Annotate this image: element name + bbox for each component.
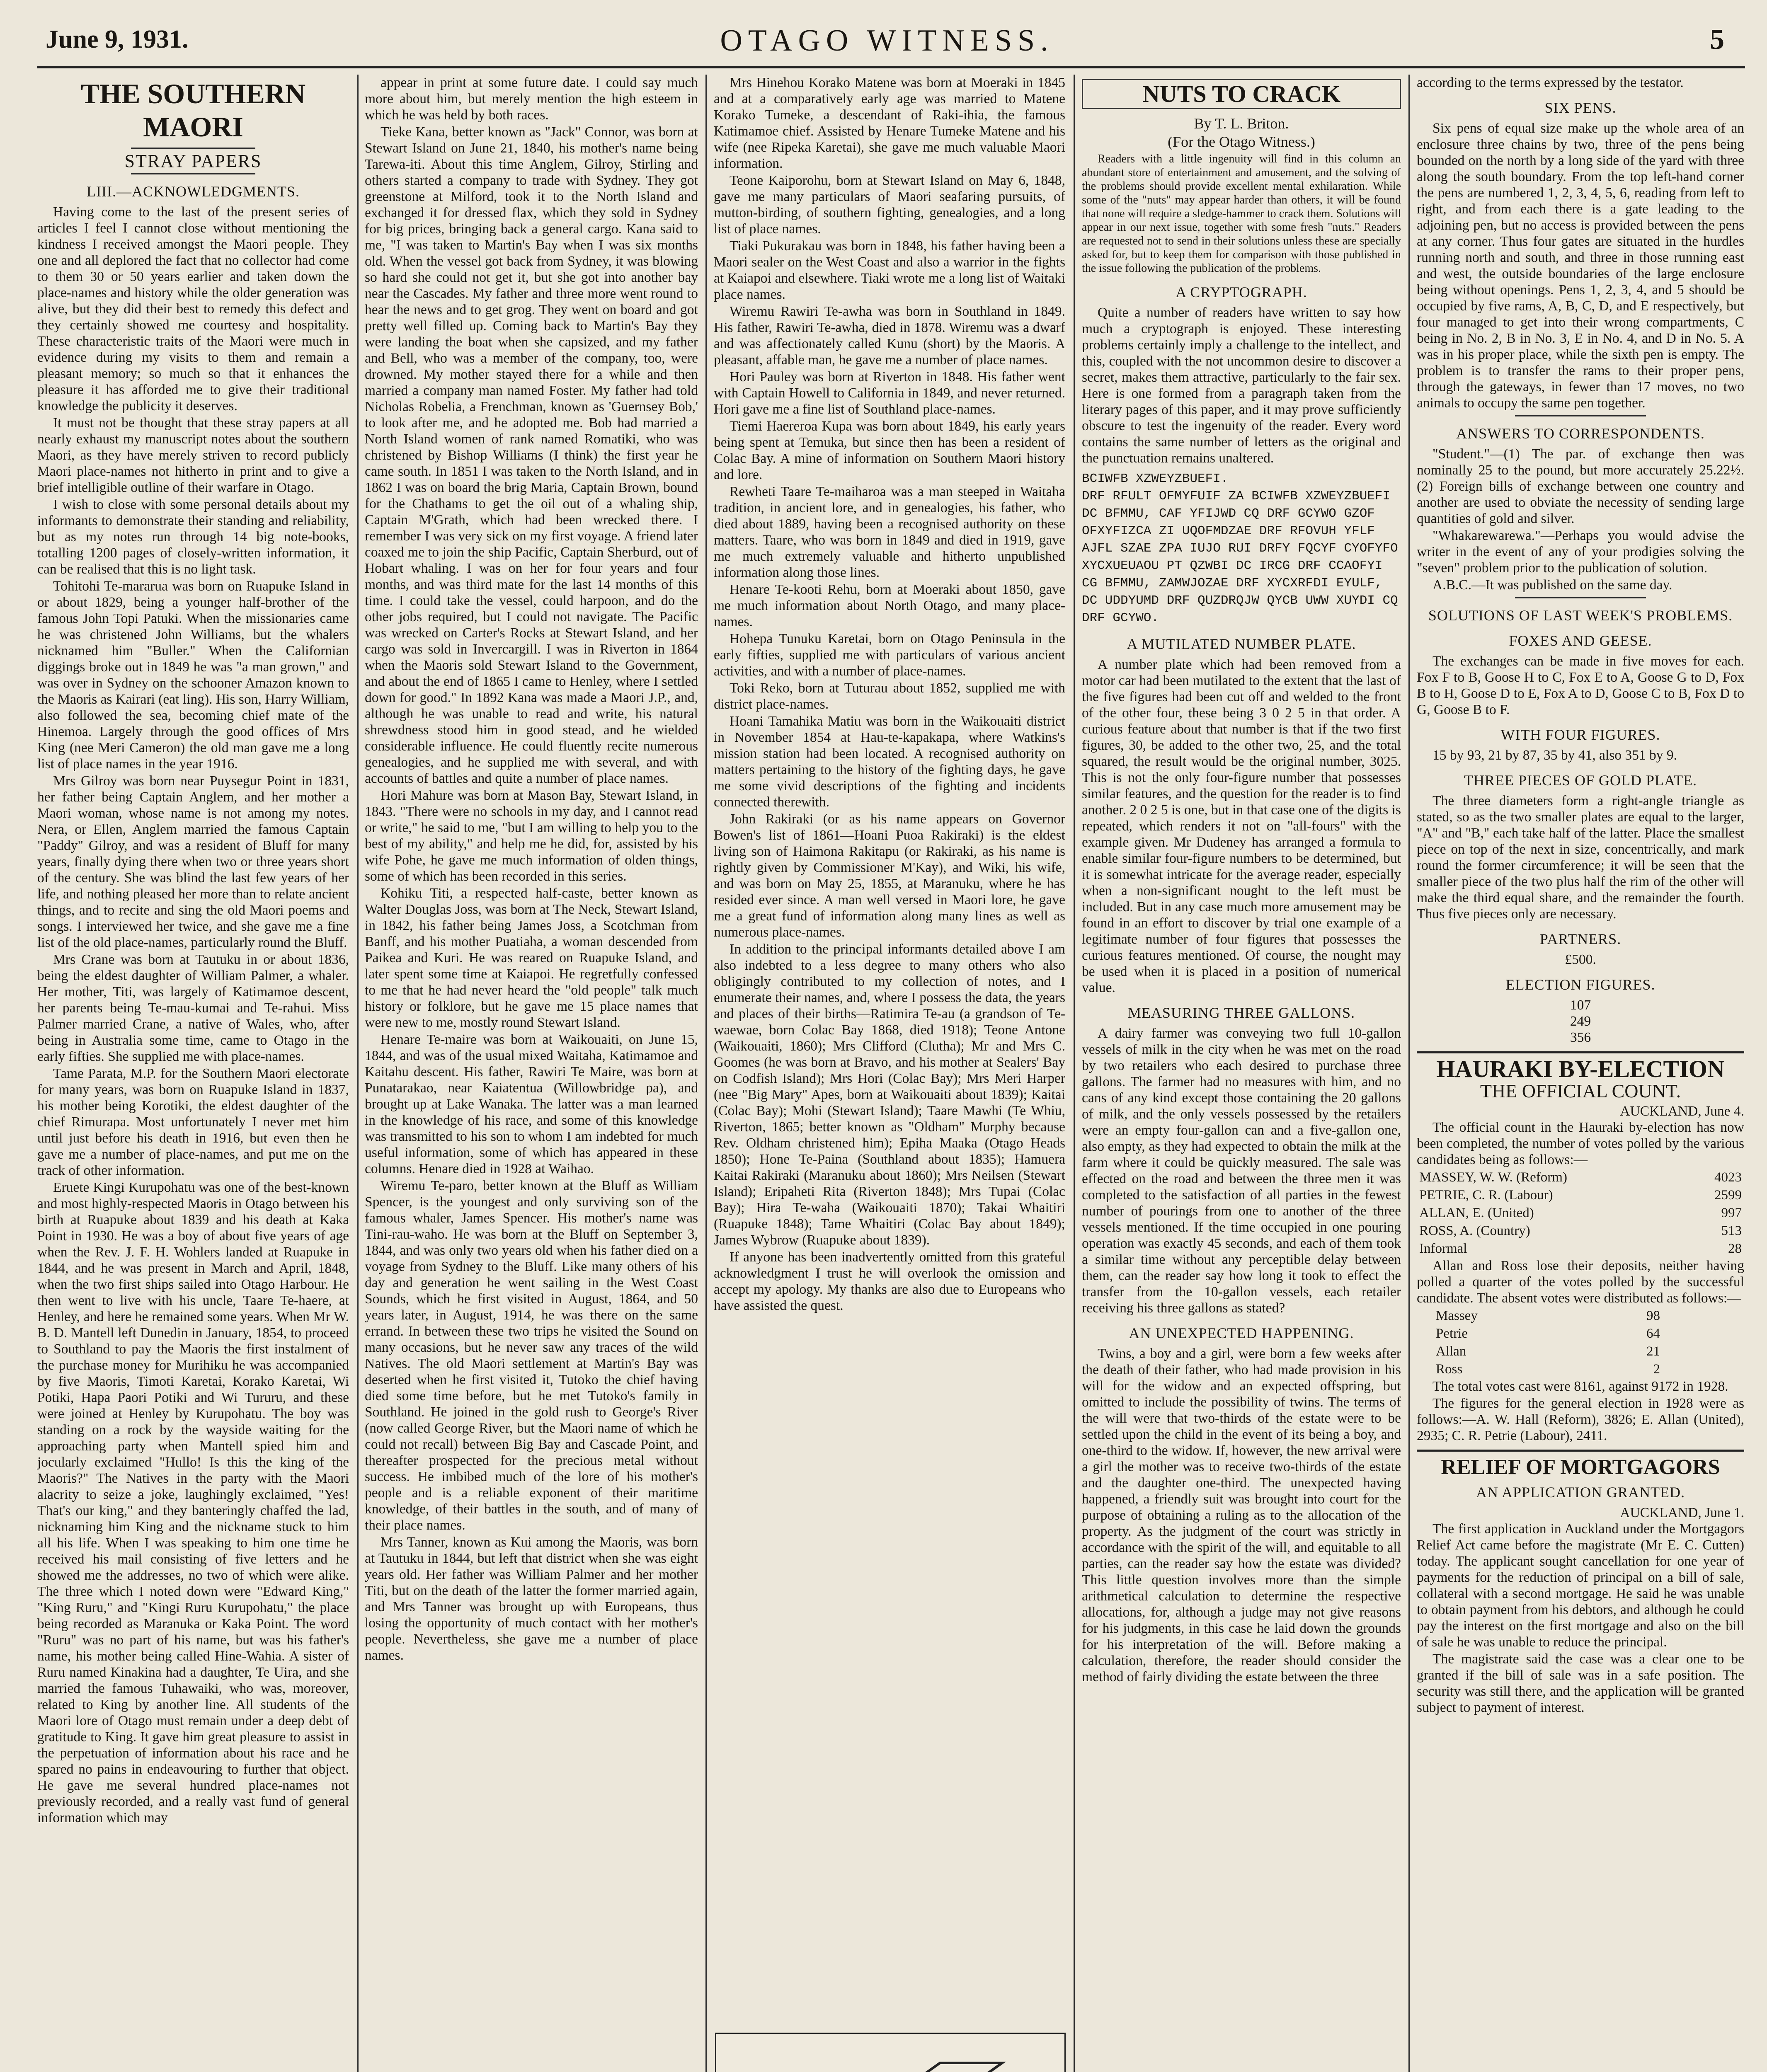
pens-text: Six pens of equal size make up the whole area of an enclosure three chains by two, three of the pens being bounded on the north by a long side of the yard with three along the south boundary. From the top left-hand corner the pens are numbered 1, 2, 3, 4, 5, 6, reading from left to right, and from each there is a gate leading to the adjoining pen, but no access is provided between the pens at any corner. Thus four gates are situated in the hurdles running north and south, and three in those running east and west, the outside boundaries of the large enclosure being without openings. Pens 1, 2, 3, 4, and 5 should be occupied by five rams, A, B, C, D, and E respectively, but four managed to get into their wrong compartments, C being in No. 2, B in No. 3, E in No. 4, and D in No. 5. A was in his proper place, while the sixth pen is empty. The problem is to transfer the rams to their proper pens, through the gateways, in fewer than 17 moves, no two animals to occupy the same pen together. xyxy=(1417,121,1744,411)
happening-text: Twins, a boy and a girl, were born a few weeks after the death of their father, who had made provision in his will for the widow and an expected offspring, but omitted to include the possibility of twins. The terms of the will were that two-thirds of the estate were to be settled upon the child in the event of its being a boy, and one-third to the widow. If, however, the new arrival were a girl the mother was to receive two-thirds of the estate and the daughter one-third. The unexpected having happened, a friendly suit was brought into court for the purpose of obtaining a ruling as to the allocation of the property. As the judgment of the court was strictly in accordance with the spirit of the will, and equitable to all parties, can the reader say how the estate was divided? This little question involves more than the simple arithmetical calculation to determine the respective allocations, for, although a judge may not give reasons for his judgments, in this case he laid down the grounds for his interpretation of the will. Before making a calculation, therefore, the reader should consider the method of fairly dividing the estate between the three xyxy=(1082,1346,1401,1685)
column-rule xyxy=(1074,75,1075,2072)
paragraph: In addition to the principal informants detailed above I am also indebted to a less degree to many others who also obligingly contributed to my collection of notes, and I enumerate their names, and, where I possess the data, the years and places of their births—Ratimira Te-au (a grandson of Te-waewae, born Colac Bay 1868, died 1918); Teone Antone (Waikouaiti, 1860); Mrs Clifford (Clutha); Mr and Mrs C. Goomes (he was born at Bravo, and his mother at Sealers' Bay on Codfish Island); Mrs Hori (Colac Bay); Mrs Meri Harper (nee "Big Mary" Apes, born at Waikouaiti about 1839); Kaitai (Colac Bay); Mohi (Stewart Island); Taare Mawhi (Te Whiu, Riverton, 1865; better known as "Oldham" Murphy because Rev. Oldham christened him); Epiha Maaka (Otago Heads 1850); Hone Te-Paina (Southland about 1835); Hamuera Kaitai Rakiraki (Maranuku about 1860); Mrs Neilsen (Stewart Island); Eripaheti Rita (Riverton 1848); Mrs Tupai (Colac Bay); Hira Te-waha (Waikouaiti 1870); Takai Whaitiri (Ruapuke 1848); Tame Whaitiri (Colac Bay about 1849); James Wybrow (Ruapuke about 1839). xyxy=(714,942,1065,1248)
candidate-name: PETRIE, C. R. (Labour) xyxy=(1419,1188,1553,1203)
article-continuation xyxy=(714,75,1065,2018)
section-heading: A CRYPTOGRAPH. xyxy=(1176,284,1307,300)
intro-text: Readers with a little ingenuity will find in this column an abundant store of entertainment and amusement, and the solving of the problems should provide excellent mental exhilaration. While some of the "nuts" may appear harder than others, it will be found that none will require a sledge-hammer to crack them. Solutions will appear in our next issue, together with some fresh "nuts." Readers are requested not to send in their solutions unless these are specially asked for, but to keep them for comparison with those published in the issue following the publication of the problems. xyxy=(1082,152,1401,275)
total-text: The total votes cast were 8161, against 9172 in 1928. xyxy=(1433,1379,1728,1394)
paragraph: Mrs Hinehou Korako Matene was born at Moeraki in 1845 and at a comparatively early age was married to Matene Korako Tumeke, a descendant of Raki-ihia, the famous Katimamoe chief. Assisted by Henare Tumeke Matene and his wife (nee Ripeka Karetai), she gave me much valuable Maori information. xyxy=(714,75,1065,171)
nuts-to-crack xyxy=(1082,75,1401,2072)
byline: By T. L. Briton. xyxy=(1194,115,1289,132)
irish-moss-advert xyxy=(715,2033,1066,2072)
table-row xyxy=(1417,1204,1744,1222)
section-rule xyxy=(1515,415,1646,416)
section-heading: THREE PIECES OF GOLD PLATE. xyxy=(1464,772,1697,789)
vote-count: 64 xyxy=(1646,1326,1660,1341)
vote-count: 513 xyxy=(1721,1223,1742,1238)
paragraph: Mrs Gilroy was born near Puysegur Point in 1831, her father being Captain Anglem, and her mother a Maori woman, whose name is not among my notes. Nera, or Ellen, Anglem married the famous Captain "Paddy" Gilroy, and was a resident of Bluff for many years, finally dying there when two or three years short of the century. She was blind the last few years of her life, and nothing pleased her more than to relate ancient things, and to recite and sing the old Maori poems and songs. I interviewed her twice, and she gave me a fine list of the old place-names, particularly round the Bluff. xyxy=(37,773,349,950)
masthead-title: OTAGO WITNESS. xyxy=(720,24,1054,58)
paragraph: "Whakarewarewa."—Perhaps you would advise the writer in the event of any of your prodigies solving the "seven" problem prior to the publication of solution. xyxy=(1417,528,1744,576)
dateline: AUCKLAND, June 4. xyxy=(1620,1104,1744,1119)
table-row xyxy=(1417,1240,1744,1258)
table-row xyxy=(1433,1343,1663,1360)
nuts-header-box xyxy=(1082,79,1401,109)
results-table xyxy=(1417,1169,1744,1258)
partners-value: £500. xyxy=(1565,952,1596,967)
cipher-text: BCIWFB XZWEYZBUEFI. DRF RFULT OFMYFUIF ZA BCIWFB XZWEYZBUEFI DC BFMMU, CAF YFIJWD CQ DRF GCYWO GZOF OFXYFIZCA ZI UQOFMDZAE DRF RFOVUH YFLF AJFL SZAE ZPA IUJO RUI DRFY FQCYF CYOFYFO XYCXUEUAOU PT QZWBI DC IRCG DRF CCAOFYI CG BFMMU, ZAMWJOZAE DRF XYCXRFDI EYULF, DC UDDYUMD DRF QUZDRQJW QYCB UWW XUYDI CQ DRF GCYWO. xyxy=(1082,472,1398,625)
table-row xyxy=(1433,1307,1663,1325)
section-heading: AN UNEXPECTED HAPPENING. xyxy=(1129,1325,1354,1341)
vote-count: 997 xyxy=(1721,1205,1742,1220)
election-value: 356 xyxy=(1570,1030,1591,1045)
paragraph: Tiemi Haereroa Kupa was born about 1849, his early years being spent at Temuka, but since then has been a resident of Colac Bay. A mine of information on Southern Maori history and lore. xyxy=(714,419,1065,482)
article-continuation xyxy=(365,75,698,2072)
vote-count: 2599 xyxy=(1714,1188,1742,1203)
paragraph: Having come to the last of the present series of articles I feel I cannot close without mentioning the kindness I received amongst the Maori people. They one and all deplored the fact that no collector had come to them 30 or 50 years earlier and taken down the place-names and history while the older generation was alive, but they did their best to remedy this defect and they certainly showed me courtesy and hospitality. These characteristic traits of the Maori were much in evidence during my visits to them and remain a pleasant memory; so much so that it enhances the pleasure it has afforded me to give their traditional knowledge the publicity it deserves. xyxy=(37,204,349,414)
paragraph: John Rakiraki (or as his name appears on Governor Bowen's list of 1861—Hoani Puoa Rakiraki) is the eldest living son of Haimona Rakitapu (or Rakiraki, as his name is rightly given by Commissioner M'Kay), and Wiki, his wife, and was born on May 25, 1855, at Maranuku, where he has resided ever since. A man well versed in Maori lore, he gave me a great fund of information along many lines as well as numerous place-names. xyxy=(714,811,1065,940)
continuation-text: according to the terms expressed by the testator. xyxy=(1417,75,1684,90)
relief-title: RELIEF OF MORTGAGORS xyxy=(1441,1455,1720,1479)
section-heading: LIII.—ACKNOWLEDGMENTS. xyxy=(87,183,300,200)
section-heading: A MUTILATED NUMBER PLATE. xyxy=(1127,636,1356,652)
paragraph: Hohepa Tunuku Karetai, born on Otago Peninsula in the early fifties, supplied me with particulars of various ancient activities, and with a number of place-names. xyxy=(714,631,1065,679)
candidate-name: Ross xyxy=(1436,1362,1463,1377)
article-subtitle: STRAY PAPERS xyxy=(124,151,262,171)
article-body xyxy=(714,75,1065,1314)
foxes-text: The exchanges can be made in five moves for each. Fox F to B, Goose H to C, Fox E to A, Goose G to D, Fox B to H, Goose D to E, Fox A to D, Goose C to B, Fox D to G, Goose B to F. xyxy=(1417,654,1744,717)
deposit-text: Allan and Ross lose their deposits, neither having polled a quarter of the votes polled by the successful candidate. The absent votes were distributed as follows:— xyxy=(1417,1258,1744,1306)
plate-text: A number plate which had been removed from a motor car had been mutilated to the extent that the last of the five figures had been cut off and welded to the front of the other four, these being 3 0 2 5 in that order. A curious feature about that number is that if the two first figures, 30, be added to the other two, 25, and the total squared, the result would be the original number, 3025. This is not the only four-figure number that possesses similar features, and the question for the reader is to find another. 2 0 2 5 is one, but in that case one of the digits is repeated, which renders it not on "all-fours" with the example given. Mr Dudeney has arranged a formula to enable similar four-figure numbers to be determined, but it is somewhat intricate for the average reader, especially when a non-significant nought to the left must be included. But in any case much more amusement may be found in an effort to discover by trial one example of a legitimate number of four figures that possesses the curious features mentioned. Of course, the nought may be used when it is placed in a position of numerical value. xyxy=(1082,657,1401,995)
table-row xyxy=(1433,1360,1663,1378)
relief-body xyxy=(1417,1521,1744,1716)
column-rule xyxy=(705,75,707,2072)
paragraph: Henare Te-maire was born at Waikouaiti, on June 15, 1844, and was of the usual mixed Waitaha, Katimamoe and Kaitahu descent. His father, Rawiri Te Maire, was born at Punatarakao, near Kaiatentua (Willowbridge pa), and brought up at Lake Wanaka. The latter was a man learned in the knowledge of his race, and some of this knowledge was transmitted to his son to whom I am indebted for much useful information, some of which has appeared in these columns. Henare died in 1928 at Waihao. xyxy=(365,1032,698,1176)
title-rule xyxy=(131,148,256,149)
section-rule xyxy=(1417,1051,1744,1053)
paragraph: Wiremu Rawiri Te-awha was born in Southland in 1849. His father, Rawiri Te-awha, died in 1878. Wiremu was a dwarf and was affectionately called Kunu (short) by the Maoris. A pleasant, affable man, he gave me a number of place names. xyxy=(714,304,1065,368)
article-title: THE SOUTHERN MAORI xyxy=(80,78,306,143)
tea-service-illustration xyxy=(716,2034,1064,2072)
absent-votes-table xyxy=(1433,1307,1663,1378)
candidate-name: Petrie xyxy=(1436,1326,1468,1341)
four-text: 15 by 93, 21 by 87, 35 by 41, also 351 by 9. xyxy=(1433,748,1677,763)
article-body xyxy=(37,204,349,1826)
candidate-name: Informal xyxy=(1419,1241,1467,1256)
page-number: 5 xyxy=(1710,24,1724,56)
section-heading: SOLUTIONS OF LAST WEEK'S PROBLEMS. xyxy=(1428,607,1733,624)
paragraph: Tame Parata, M.P. for the Southern Maori electorate for many years, was born on Ruapuke Island in 1837, his mother being Korotiki, the eldest daughter of the chief Rimurapa. Most unfortunately I never met him until just before his death in 1916, but even then he gave me a number of place-names, and put me on the track of other information. xyxy=(37,1066,349,1178)
section-heading: FOXES AND GEESE. xyxy=(1509,632,1652,649)
article-southern-maori xyxy=(37,75,349,2072)
paragraph: Mrs Tanner, known as Kui among the Maoris, was born at Tautuku in 1844, but left that district when she was eight years old. Her father was William Palmer and her mother Titi, but on the death of the latter the former married again, and Mrs Tanner was brought up with Europeans, thus losing the opportunity of much contact with her mother's people. Nevertheless, she gave me a number of place names. xyxy=(365,1535,698,1663)
table-row xyxy=(1433,1325,1663,1343)
for-line: (For the Otago Witness.) xyxy=(1168,133,1315,150)
gold-text: The three diameters form a right-angle triangle as stated, so as the two smaller plates are equal to the larger, "A" and "B," each take half of the latter. Place the smallest piece on top of the next in size, concentrically, and mark round the former circumference; it will be seen that the smaller piece of the two plus half the rim of the other will make the third equal share, and the remainder the fourth. Thus five pieces only are necessary. xyxy=(1417,793,1744,922)
masthead-date: June 9, 1931. xyxy=(46,25,189,53)
dateline: AUCKLAND, June 1. xyxy=(1620,1505,1744,1520)
section-heading: ANSWERS TO CORRESPONDENTS. xyxy=(1456,425,1705,442)
section-rule xyxy=(1417,1450,1744,1452)
section-heading: WITH FOUR FIGURES. xyxy=(1500,726,1660,743)
column-rule xyxy=(1408,75,1410,2072)
vote-count: 4023 xyxy=(1714,1170,1742,1185)
paragraph: Teone Kaiporohu, born at Stewart Island on May 6, 1848, gave me many particulars of Maori seafaring pursuits, of mutton-birding, of southern fighting, genealogies, and a long list of place names. xyxy=(714,173,1065,237)
paragraph: Toki Reko, born at Tuturau about 1852, supplied me with district place-names. xyxy=(714,680,1065,712)
nuts-title: NUTS TO CRACK xyxy=(1142,80,1341,107)
vote-count: 28 xyxy=(1728,1241,1742,1256)
paragraph: Tiaki Pukurakau was born in 1848, his father having been a Maori sealer on the West Coast and also a warrior in the fights at Kaiapoi and elsewhere. Tiaki wrote me a long list of Waitaki place names. xyxy=(714,238,1065,302)
paragraph: A.B.C.—It was published on the same day. xyxy=(1433,577,1672,593)
section-heading: SIX PENS. xyxy=(1544,99,1617,116)
paragraph: Eruete Kingi Kurupohatu was one of the best-known and most highly-respected Maoris in Otago between his birth at Ruapuke about 1839 and his death at Kaka Point in 1930. He was a boy of about five years of age when the Rev. J. F. H. Wohlers landed at Ruapuke in 1844, and he was present in March and April, 1848, when the two first ships sailed into Otago Harbour. He then went to live with his uncle, Taare Te-haere, at Henley, and here he remained some years. When Mr W. B. D. Mantell left Dunedin in January, 1854, to proceed to Southland to pay the Maoris the first instalment of the purchase money for Murihiku he was accompanied by five Maoris, Timoti Karetai, Korako Karetai, Wi Potiki, Hapa Paori Potiki and Wi Tururu, and these were joined at Henley by Kurupohatu. The boy was standing on a rock by the wayside waiting for the approaching party when Mantell spied him and jocularly exclaimed "Hullo! Is this the king of the Maoris?" The Natives in the party with the Maori alacrity to seize a joke, laughingly exclaimed, "Yes! That's our king," and they banteringly chaffed the lad, nicknaming him King and the nickname stuck to him all his life. When I was speaking to him one time he received his mail consisting of five letters and he showed me the addresses, no two of which were alike. The three which I noted down were "Edward King," "King Ruru," and "Kingi Ruru Kurupohatu," the place being recorded as Maranuka or Kaka Point. The word "Ruru" was no part of his name, but was his father's name, his mother being called Hine-Wahia. A sister of Ruru named Kinakina had a daughter, Te Uira, and she married the famous Tuhawaiki, who was, moreover, related to King by another line. All students of the Maori lore of Otago must remain under a deep debt of gratitude to King. It gave him great pleasure to assist in the perpetuation of information about his race and he spared no pains in endeavouring to further that object. He gave me several hundred place-names not previously recorded, and a really vast fund of general information which may xyxy=(37,1180,349,1825)
paragraph: Hoani Tamahika Matiu was born in the Waikouaiti district in November 1854 at Hau-te-kapakapa, where Watkins's mission station had been located. A recognised authority on matters pertaining to the history of the fighting days, he gave me some vivid descriptions of the fighting and incidents connected therewith. xyxy=(714,714,1065,810)
section-heading: MEASURING THREE GALLONS. xyxy=(1127,1005,1355,1021)
paragraph: Kohiku Titi, a respected half-caste, better known as Walter Douglas Joss, was born at The Neck, Stewart Island, in 1842, his father being James Joss, a Scotchman from Banff, and his mother Puatiaha, a woman descended from Paikea and Kuri. He was reared on Ruapuke Island, and later spent some time at Kaiapoi. He regretfully confessed to me that he had never heard the "old people" talk much history or folklore, but he gave me 15 place names that were new to me, mostly round Stewart Island. xyxy=(365,886,698,1030)
paragraph: Tohitohi Te-mararua was born on Ruapuke Island in or about 1829, being a younger half-brother of the famous John Topi Patuki. When the missionaries came he was christened John Williams, but the whalers nicknamed him "Buller." When the Californian diggings broke out in 1849 he was "a man grown," and was over in Sydney on the schooner Amazon known to the Maoris as Kairari (eat ling). His son, Harry William, also followed the sea, becoming chief mate of the Hinemoa. Largely through the good offices of Mrs King (nee Meri Cameron) the old man gave me a long list of place names in the year 1916. xyxy=(37,579,349,772)
official-count-heading: THE OFFICIAL COUNT. xyxy=(1480,1080,1681,1101)
paragraph: Wiremu Te-paro, better known at the Bluff as William Spencer, is the youngest and only surviving son of the famous whaler, James Spencer. His mother's name was Tini-rau-waho. He was born at the Bluff on September 3, 1844, and was only two years old when his father died on a voyage from Sydney to the Bluff. Like many others of his day and generation he went sailing in the West Coast Sounds, which he first visited in August, 1864, and 50 years later, in August, 1914, he was there on the same errand. In between these two trips he visited the Sound on many occasions, but he never saw any traces of the wild Natives. The old Maori settlement at Martin's Bay was deserted when he first visited it, Tutoko the chief having died some time before, but he met Tutoko's family in Southland. He joined in the gold rush to George's River (now called George River, but the Maori name of which he could not recall) between Big Bay and Cascade Point, and thereafter prospected for the precious metal without success. He imbibed much of the lore of his mother's people and is a reliable exponent of their maritime knowledge, of their battles in the south, and of many of their place names. xyxy=(365,1178,698,1533)
paragraph: Hori Pauley was born at Riverton in 1848. His father went with Captain Howell to California in 1849, and never returned. Hori gave me a fine list of Southland place-names. xyxy=(714,369,1065,417)
gallons-text: A dairy farmer was conveying two full 10-gallon vessels of milk in the city when he was met on the road by two retailers who each desired to purchase three gallons. The farmer had no measures with him, and no cans of any kind except those containing the 20 gallons of milk, and the only vessels possessed by the retailers were an empty four-gallon can and a five-gallon one, also empty, as they had expected to obtain the milk at the farm where it could be quickly measured. The sale was effected on the road and between the three men it was completed to the satisfaction of all parties in the fewest number of pourings from one to another of the three vessels mentioned. If the time occupied in one pouring operation was exactly 45 seconds, and each of them took a similar time without any perceptible delay between them, can the reader say how long it took to effect the transfer from the 10-gallon vessels, each retailer receiving his three gallons as stated? xyxy=(1082,1026,1401,1316)
paragraph: Mrs Crane was born at Tautuku in or about 1836, being the eldest daughter of William Palmer, a whaler. Her mother, Titi, was largely of Katimamoe descent, her parents being Te-mau-kumai and Te-rahui. Miss Palmer married Crane, a native of Wales, who, after being in Australia some time, came to Otago in the early fifties. She supplied me with place-names. xyxy=(37,952,349,1064)
section-heading: PARTNERS. xyxy=(1539,931,1622,947)
paragraph: The magistrate said the case was a clear one to be granted if the bill of sale was in a safe position. The security was still there, and the application will be granted subject to payment of interest. xyxy=(1417,1651,1744,1715)
section-heading: ELECTION FIGURES. xyxy=(1505,976,1656,993)
candidate-name: ALLAN, E. (United) xyxy=(1419,1205,1534,1220)
paragraph: Hori Mahure was born at Mason Bay, Stewart Island, in 1843. "There were no schools in my day, and I cannot read or write," he said to me, "but I am willing to help you to the best of my ability," and help me he did, for, assisted by his wife Pohe, he gave me much information of olden things, some of which has been recorded in this series. xyxy=(365,788,698,884)
masthead-rule xyxy=(37,66,1745,68)
right-column xyxy=(1417,75,1744,2072)
paragraph: Tieke Kana, better known as "Jack" Connor, was born at Stewart Island on June 21, 1840, his mother's name being Tarewa-iti. About this time Anglem, Gilroy, Stirling and others started a company to trade with Sydney. They got greenstone at Milford, took it to the North Island and exchanged it for dressed flax, which they sold in Sydney for big prices, bringing back a general cargo. Kana said to me, "I was taken to Martin's Bay when I was six months old. When the vessel got back from Sydney, it was blowing so hard she could not get it, but she got into another bay near the Cascades. My father and three more went round to hear the news and to get grog. They went on board and got pretty well filled up. Coming back to Martin's Bay they were landing the boat when she capsized, and my father and Bell, who was a member of the company, too, were drowned. My mother stayed there for a while and then married a company man named Foster. My father had told Nicholas Robelia, a Frenchman, known as 'Guernsey Bob,' to look after me, and he adopted me. Bob had married a North Island women of rank named Romatiki, who was christened by Bishop Williams (I think) the first year he came south. In 1851 I was taken to the North Island, and in 1862 I was on board the brig Maria, Captain Brown, bound for the Chathams to get the oil out of a whaling ship, Captain M'Grath, which had been wrecked there. I remember I was very sick on my first voyage. A friend later coaxed me to join the ship Pacific, Captain Sherburd, out of Hobart whaling. I was on her for four years and four months, and was third mate for the last 14 months of this time. I could take the vessel, could harpoon, and do the other jobs required, but I could not navigate. The Pacific was wrecked on Carter's Rocks at Stewart Island, and her cargo was sold in Invercargill. I was in Riverton in 1864 when the Maoris sold Stewart Island to the Government, and about the end of 1865 I came to Henley, where I settled down for good." In 1892 Kana was made a Maori J.P., and, although he was unable to read and write, his natural shrewdness stood him in good stead, and he wielded considerable influence. He could fluently recite numerous genealogies, and he supplied me with several, and with accounts of battles and quite a number of place names. xyxy=(365,124,698,786)
candidate-name: ROSS, A. (Country) xyxy=(1419,1223,1530,1238)
election-value: 107 xyxy=(1570,997,1591,1013)
paragraph: "Student."—(1) The par. of exchange then was nominally 25 to the pound, but more accurately 25.22½. (2) Foreign bills of exchange between one country and another are used to obviate the necessity of sending large quantities of gold and silver. xyxy=(1417,446,1744,526)
crypto-text: Quite a number of readers have written to say how much a cryptograph is enjoyed. These interesting problems certainly imply a challenge to the intellect, and this, coupled with the not uncommon desire to discover a secret, makes them attractive, particularly to the fair sex. Here is one formed from a paragraph taken from the literary pages of this paper, and it may prove sufficiently obscure to test the ingenuity of the reader. Every word contains the same number of letters as the original and the punctuation remains unaltered. xyxy=(1082,305,1401,466)
article-body xyxy=(365,75,698,1663)
election-value: 249 xyxy=(1570,1014,1591,1029)
table-row xyxy=(1417,1222,1744,1240)
hauraki-title: HAURAKI BY-ELECTION xyxy=(1436,1055,1725,1082)
masthead xyxy=(37,17,1737,62)
paragraph: I wish to close with some personal details about my informants to demonstrate their standing and reliability, but as my notes run through 14 big note-books, totalling 1200 pages of closely-written information, it can be realised that this is no light task. xyxy=(37,497,349,577)
vote-count: 2 xyxy=(1653,1362,1660,1377)
paragraph: If anyone has been inadvertently omitted from this grateful acknowledgment I trust he will overlook the omission and accept my apology. My thanks are also due to Europeans who have assisted the quest. xyxy=(714,1249,1065,1313)
title-rule xyxy=(131,173,256,174)
paragraph: Henare Te-kooti Rehu, born at Moeraki about 1850, gave me much information about North Otago, and many place-names. xyxy=(714,582,1065,629)
candidate-name: MASSEY, W. W. (Reform) xyxy=(1419,1170,1567,1185)
vote-count: 21 xyxy=(1646,1344,1660,1359)
candidate-name: Massey xyxy=(1436,1308,1478,1323)
section-heading: AN APPLICATION GRANTED. xyxy=(1476,1484,1685,1501)
table-row xyxy=(1417,1186,1744,1204)
paragraph: appear in print at some future date. I could say much more about him, but merely mention the high esteem in which he was held by both races. xyxy=(365,75,698,123)
paragraph: It must not be thought that these stray papers at all nearly exhaust my manuscript notes about the southern Maori, as they have merely striven to record publicly Maori place-names not hitherto in print and to give a brief intelligible outline of their warfare in Otago. xyxy=(37,415,349,495)
table-row xyxy=(1417,1169,1744,1186)
figures-text: The figures for the general election in 1928 were as follows:—A. W. Hall (Reform), 3826; E. Allan (United), 2935; C. R. Petrie (Labour), 2411. xyxy=(1417,1396,1744,1443)
candidate-name: Allan xyxy=(1436,1344,1466,1359)
column-rule xyxy=(357,75,359,2072)
vote-count: 98 xyxy=(1646,1308,1660,1323)
section-rule xyxy=(1515,597,1646,598)
answers-list xyxy=(1417,446,1744,593)
count-text: The official count in the Hauraki by-election has now been completed, the number of votes polled by the various candidates being as follows:— xyxy=(1417,1120,1744,1167)
paragraph: The first application in Auckland under the Mortgagors Relief Act came before the magistrate (Mr E. C. Cutten) today. The applicant sought cancellation for one year of payments for the reduction of principal on a bill of sale, collateral with a second mortgage. He said he was unable to obtain payment from his debtors, and although he could pay the interest on the first mortgage and also on the bill of sale he was unable to reduce the principal. xyxy=(1417,1521,1744,1650)
paragraph: Rewheti Taare Te-maiharoa was a man steeped in Waitaha tradition, in ancient lore, and in genealogies, his father, who died about 1889, having been a recognised authority on these matters. Taare, who was born in 1849 and died in 1919, gave me much extremely valuable and hitherto unpublished information along those lines. xyxy=(714,484,1065,580)
